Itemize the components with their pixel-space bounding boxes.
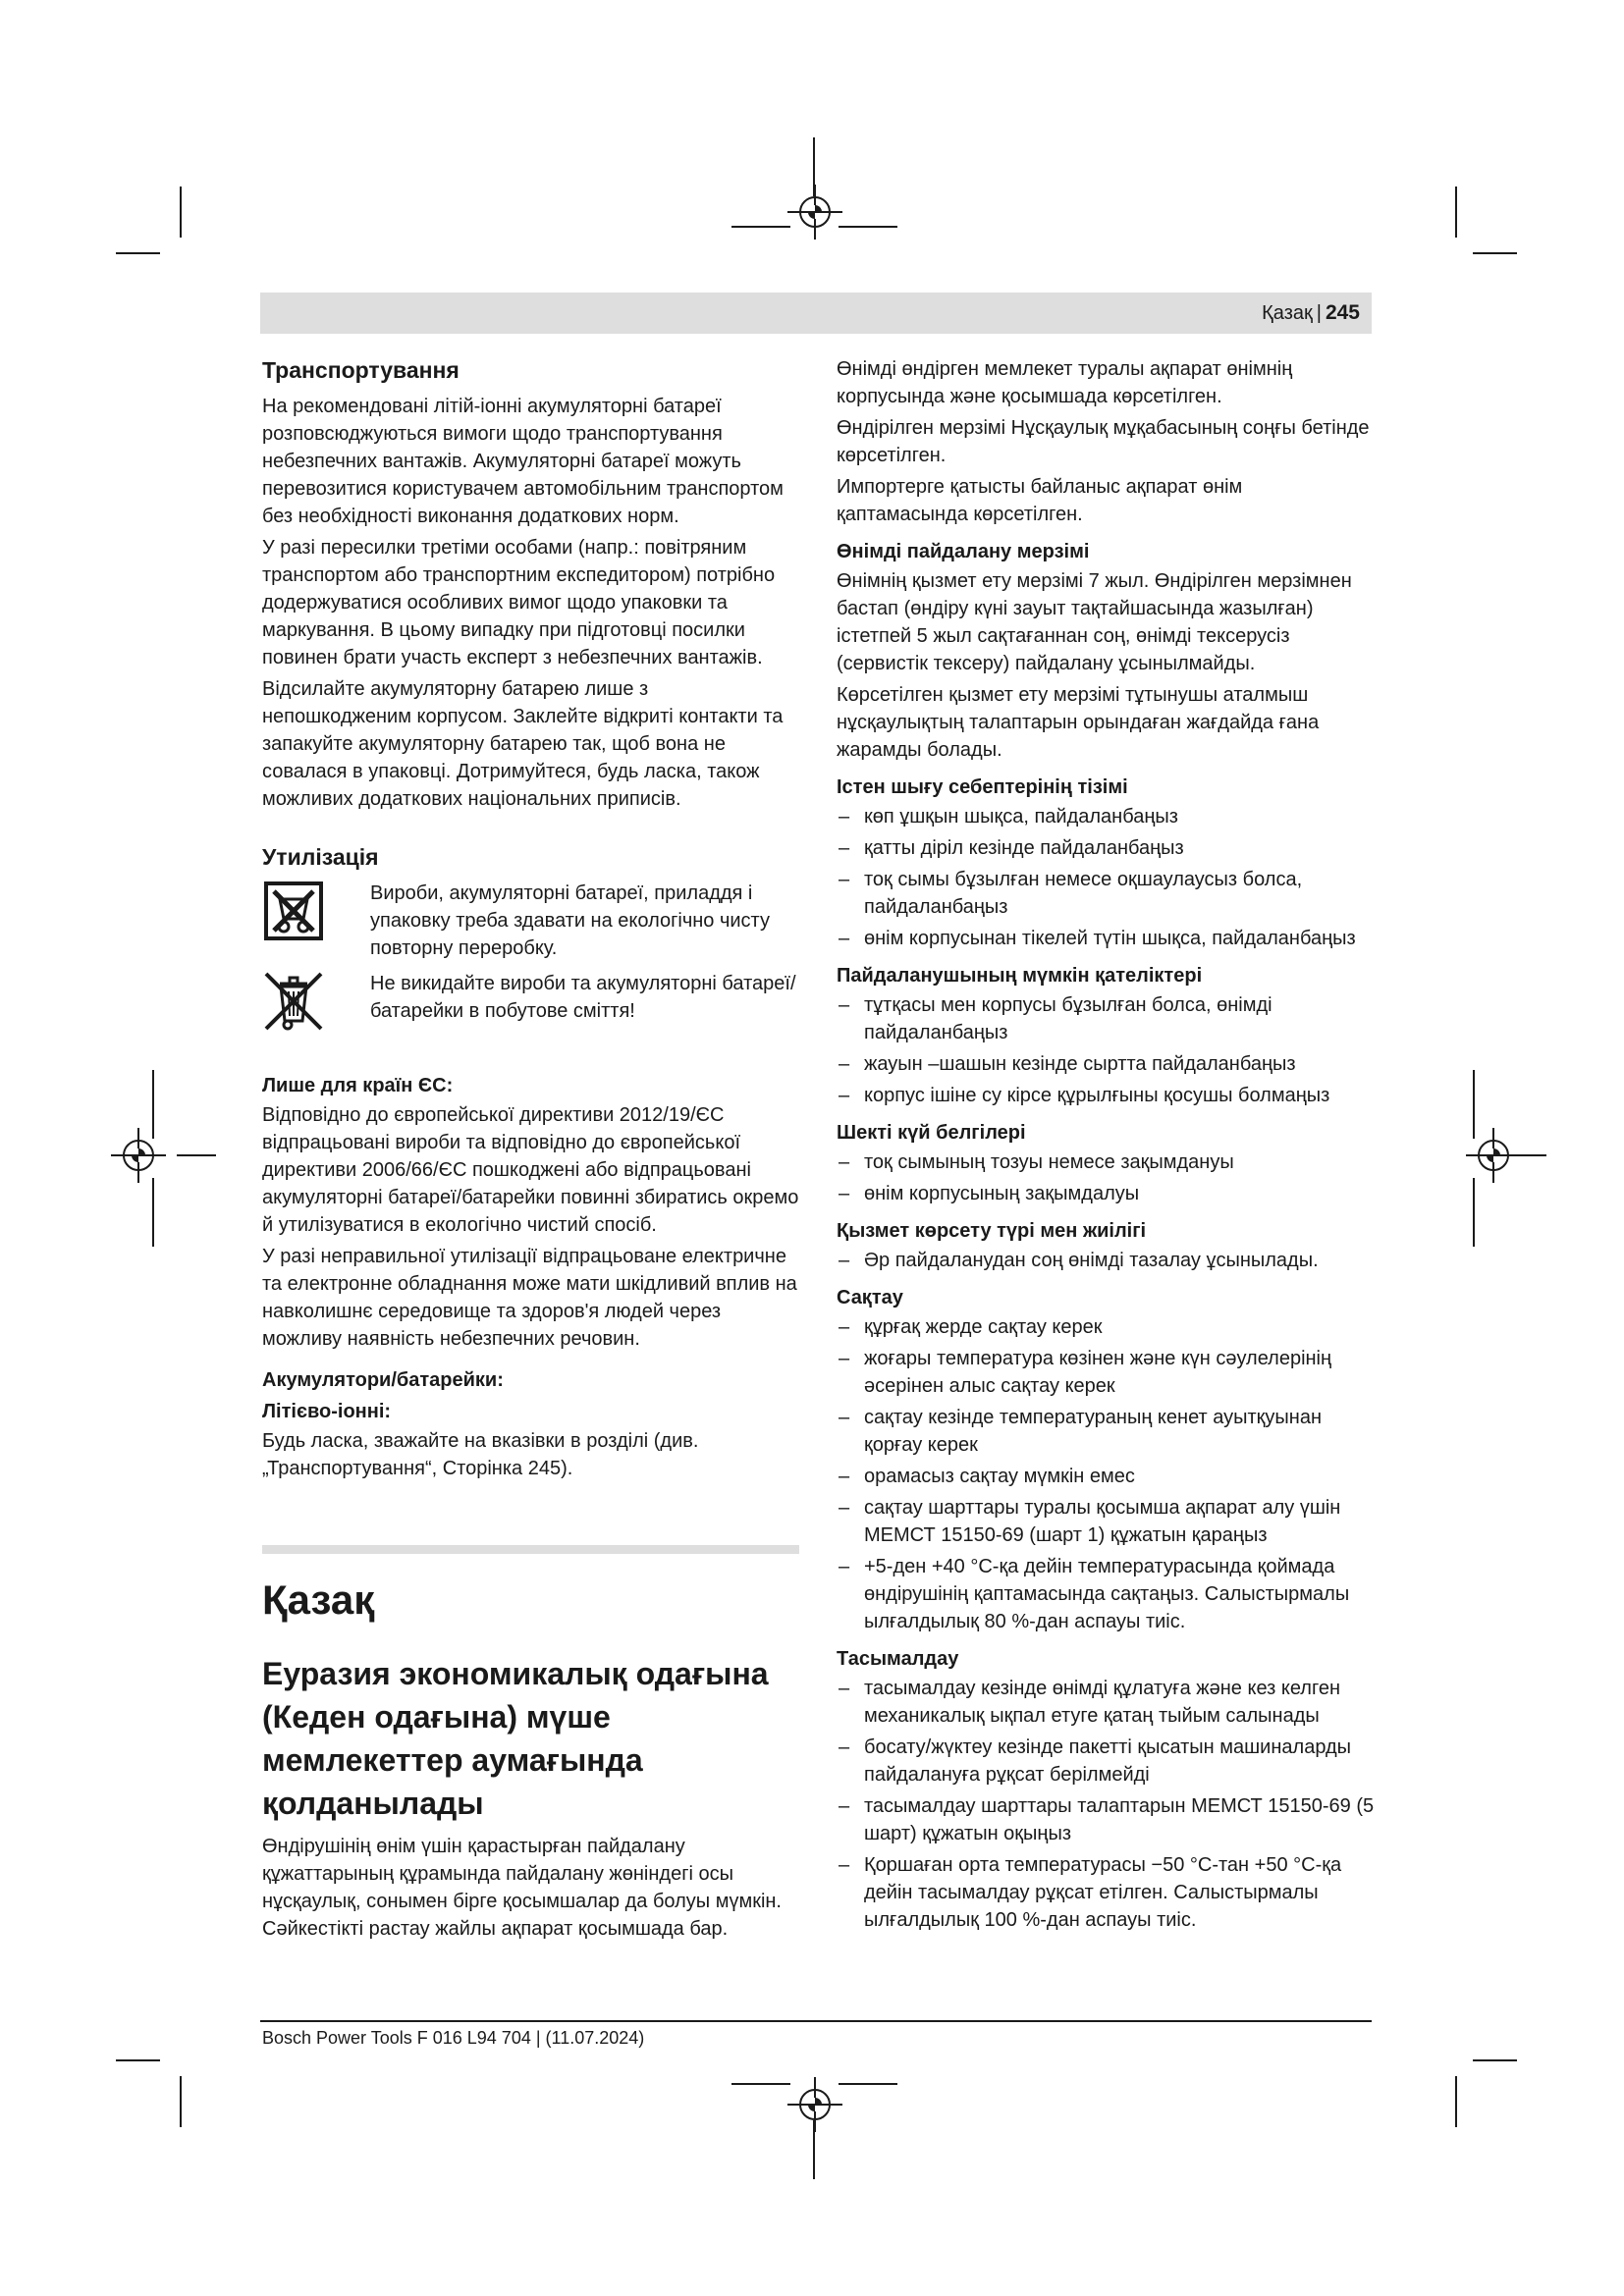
- list-item: – өнім корпусының зақымдалуы: [837, 1180, 1377, 1207]
- paragraph: У разі неправильної утилізації відпрацьоване електричне та електронне обладнання може мати шкідливий вплив на навколишнє середовище та здоров'я людей через можливу наявність небезпечних речовин.: [262, 1246, 797, 1350]
- page-number: 245: [1325, 301, 1360, 324]
- list-item: – жоғары температура көзінен және күн сәулелерінің әсерінен алыс сақтау керек: [837, 1345, 1377, 1400]
- section-title-user-errors: Пайдаланушының мүмкін қателіктері: [837, 965, 1203, 987]
- crop-mark: [839, 226, 897, 228]
- storage-list: [837, 1313, 1377, 1635]
- list-item: – сақтау шарттары туралы қосымша ақпарат алу үшін МЕМСТ 15150-69 (шарт 1) құжатын қараңыз: [837, 1494, 1377, 1549]
- crop-mark: [180, 187, 182, 238]
- left-column: [262, 355, 799, 1947]
- paragraph: Өнімді өндірген мемлекет туралы ақпарат өнімнің корпусында және қосымшада көрсетілген.: [837, 358, 1293, 407]
- chapter-subtitle: Еуразия экономикалық одағына (Кеден одағына) мүше мемлекеттер аумағында қолданылады: [262, 1656, 769, 1821]
- crop-mark: [116, 252, 160, 254]
- list-item: – құрғақ жерде сақтау керек: [837, 1313, 1377, 1341]
- footer-rule: [260, 2020, 1372, 2022]
- crop-mark: [731, 2083, 790, 2085]
- header-separator: |: [1316, 301, 1322, 324]
- paragraph: У разі пересилки третіми особами (напр.: повітряним транспортом або транспортним експедитором) потрібно додержуватися особливих вимог щодо упаковки та маркування. В цьому випадку при підготовці посилки повинен брати участь експерт з небезпечних вантажів.: [262, 537, 776, 668]
- list-item: – жауын –шашын кезінде сыртта пайдаланбаңыз: [837, 1050, 1377, 1078]
- failure-causes-list: [837, 803, 1377, 952]
- section-title-storage: Сақтау: [837, 1287, 903, 1308]
- right-column: [837, 355, 1377, 1938]
- paragraph: Өндірушінің өнім үшін қарастырған пайдалану құжаттарының құрамында пайдалану жөніндегі осы нұсқаулық, сонымен бірге қосымшалар да болуы мүмкін. Сәйкестікті растау жайлы ақпарат қосымшада бар.: [262, 1836, 782, 1940]
- crop-mark: [1455, 187, 1457, 238]
- crop-mark: [1473, 1178, 1475, 1247]
- paragraph: Көрсетілген қызмет ету мерзімі тұтынушы аталмыш нұсқаулықтың талаптарын орындаған жағдайда ғана жарамды болады.: [837, 684, 1320, 761]
- section-divider: [262, 1545, 799, 1554]
- list-item: – көп ұшқын шықса, пайдаланбаңыз: [837, 803, 1377, 830]
- registration-mark: [799, 2089, 831, 2120]
- section-title-limit-states: Шекті күй белгілері: [837, 1122, 1026, 1144]
- section-subtitle-lithium: Літієво-іонні:: [262, 1401, 392, 1422]
- crop-mark: [1473, 2059, 1517, 2061]
- crop-mark: [177, 1154, 216, 1156]
- list-item: – Қоршаған орта температурасы −50 °C-тан +50 °C-қа дейін тасымалдау рұқсат етілген. Салыстырмалы ылғалдылық 100 %-дан аспауы тиіс.: [837, 1851, 1377, 1934]
- crop-mark: [839, 2083, 897, 2085]
- list-item: – корпус ішіне су кірсе құрылғыны қосушы болмаңыз: [837, 1082, 1377, 1109]
- list-item: – Әр пайдаланудан соң өнімді тазалау ұсынылады.: [837, 1247, 1377, 1274]
- crop-mark: [152, 1070, 154, 1139]
- page-footer: Bosch Power Tools F 016 L94 704 | (11.07.2024): [262, 2028, 645, 2048]
- paragraph: Өнімнің қызмет ету мерзімі 7 жыл. Өндірілген мерзімнен бастап (өндіру күні зауыт тақтайшасында жазылған) істетпей 5 жыл сақтағаннан соң, өнімді тексерусіз (сервистік тексеру) пайдалану ұсынылмайды.: [837, 570, 1352, 674]
- list-item: – босату/жүктеу кезінде пакетті қысатын машиналарды пайдалануға рұқсат берілмейді: [837, 1734, 1377, 1789]
- paragraph: Відповідно до європейської директиви 2012/19/ЄС відпрацьовані вироби та відповідно до європейської директиви 2006/66/ЄС пошкоджені або відпрацьовані акумуляторні батареї/батарейки повинні збиратись окремо й утилізуватися в екологічно чистий спосіб.: [262, 1104, 799, 1236]
- list-item: – +5-ден +40 °C-қа дейін температурасында қоймада өндірушінің қаптамасында сақтаңыз. Салыстырмалы ылғалдылық 80 %-дан аспауы тиіс.: [837, 1553, 1377, 1635]
- section-title-eu: Лише для країн ЄС:: [262, 1075, 454, 1096]
- section-title-maintenance: Қызмет көрсету түрі мен жиілігі: [837, 1220, 1147, 1242]
- crop-mark: [1455, 2076, 1457, 2127]
- section-title-transportation: Тасымалдау: [837, 1648, 959, 1670]
- list-item: – тасымалдау кезінде өнімді құлатуға және кез келген механикалық ықпал етуге қатаң тыйым салынады: [837, 1675, 1377, 1730]
- packaging-recycle-icon: [262, 880, 325, 942]
- disposal-bin-text: Не викидайте вироби та акумуляторні батареї/батарейки в побутове сміття!: [370, 973, 796, 1022]
- crop-mark: [116, 2059, 160, 2061]
- list-item: – тасымалдау шарттары талаптарын МЕМСТ 15150-69 (5 шарт) құжатын оқыңыз: [837, 1792, 1377, 1847]
- paragraph: Відсилайте акумуляторну батарею лише з непошкодженим корпусом. Заклейте відкриті контакти та запакуйте акумуляторну батарею так, щоб вона не совалася в упаковці. Дотримуйтеся, будь ласка, також можливих додаткових національних приписів.: [262, 678, 784, 810]
- list-item: – өнім корпусынан тікелей түтін шықса, пайдаланбаңыз: [837, 925, 1377, 952]
- section-title-disposal: Утилізація: [262, 844, 379, 870]
- section-title-transport: Транспортування: [262, 357, 460, 383]
- paragraph: Импортерге қатысты байланыс ақпарат өнім қаптамасында көрсетілген.: [837, 476, 1243, 525]
- list-item: – тоқ сымы бұзылған немесе оқшаулаусыз болса, пайдаланбаңыз: [837, 866, 1377, 921]
- section-title-service-life: Өнімді пайдалану мерзімі: [837, 541, 1090, 562]
- disposal-recycle-block: [262, 880, 799, 962]
- paragraph: Будь ласка, зважайте на вказівки в розділі (див. „Транспортування“, Сторінка 245).: [262, 1430, 699, 1479]
- section-title-failure-causes: Істен шығу себептерінің тізімі: [837, 776, 1128, 798]
- list-item: – тоқ сымының тозуы немесе зақымдануы: [837, 1148, 1377, 1176]
- disposal-recycle-text: Вироби, акумуляторні батареї, приладдя і упаковку треба здавати на екологічно чисту повторну переробку.: [370, 882, 770, 959]
- list-item: – тұтқасы мен корпусы бұзылған болса, өнімді пайдаланбаңыз: [837, 991, 1377, 1046]
- paragraph: На рекомендовані літій-іонні акумуляторні батареї розповсюджуються вимоги щодо транспортування небезпечних вантажів. Акумуляторні батареї можуть перевозитися користувачем автомобільним транспортом без необхідності виконання додаткових норм.: [262, 396, 784, 527]
- list-item: – қатты діріл кезінде пайдаланбаңыз: [837, 834, 1377, 862]
- disposal-bin-block: [262, 970, 799, 1033]
- list-item: – сақтау кезінде температураның кенет ауытқуынан қорғау керек: [837, 1404, 1377, 1459]
- chapter-title-kazakh: Қазақ: [262, 1576, 375, 1623]
- crossed-bin-icon: [262, 970, 325, 1033]
- header-language: Қазақ: [1262, 301, 1313, 324]
- page-header: [260, 293, 1372, 334]
- section-title-batteries: Акумулятори/батарейки:: [262, 1369, 504, 1391]
- limit-states-list: [837, 1148, 1377, 1207]
- registration-mark: [123, 1140, 154, 1171]
- transportation-list: [837, 1675, 1377, 1934]
- user-errors-list: [837, 991, 1377, 1109]
- crop-mark: [152, 1178, 154, 1247]
- registration-mark: [799, 196, 831, 228]
- crop-mark: [1473, 1070, 1475, 1139]
- list-item: – орамасыз сақтау мүмкін емес: [837, 1463, 1377, 1490]
- maintenance-list: [837, 1247, 1377, 1274]
- crop-mark: [1473, 252, 1517, 254]
- crop-mark: [731, 226, 790, 228]
- paragraph: Өндірілген мерзімі Нұсқаулық мұқабасының соңғы бетінде көрсетілген.: [837, 417, 1370, 466]
- registration-mark: [1478, 1140, 1509, 1171]
- crop-mark: [180, 2076, 182, 2127]
